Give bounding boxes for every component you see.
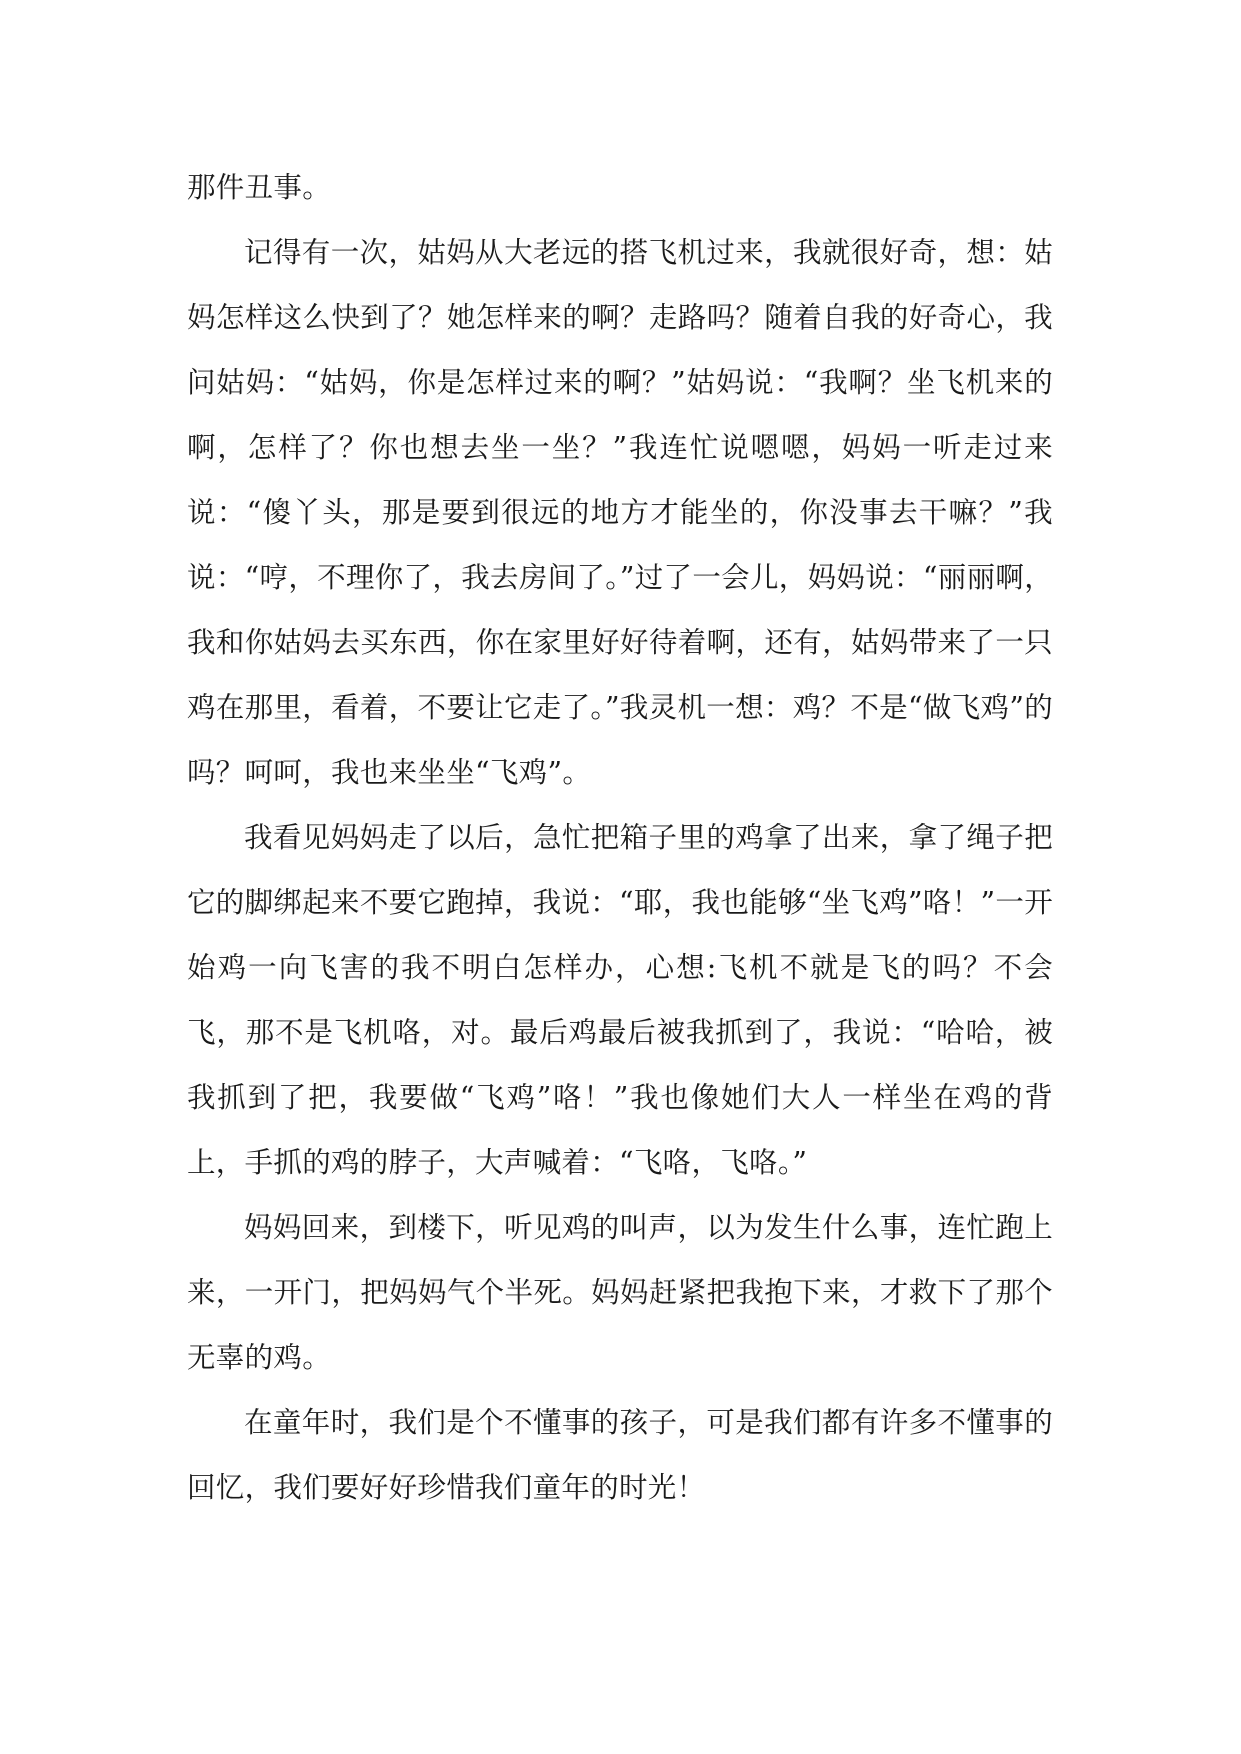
paragraph-continuation: 那件丑事。: [187, 171, 332, 204]
paragraph: 我看见妈妈走了以后，急忙把箱子里的鸡拿了出来，拿了绳子把它的脚绑起来不要它跑掉，我说：“耶，我也能够“坐飞鸡”咯！”一开始鸡一向飞害的我不明白怎样办，心想:飞机不就是飞的吗？不会飞，那不是飞机咯，对。最后鸡最后被我抓到了，我说：“哈哈，被我抓到了把，我要做“飞鸡”咯！”我也像她们大人一样坐在鸡的背上，手抓的鸡的脖子，大声喊着：“飞咯，飞咯。”: [187, 821, 1053, 1179]
paragraph: 妈妈回来，到楼下，听见鸡的叫声，以为发生什么事，连忙跑上来，一开门，把妈妈气个半死。妈妈赶紧把我抱下来，才救下了那个无辜的鸡。: [187, 1211, 1053, 1374]
document-body: [187, 155, 1053, 1520]
paragraph: 记得有一次，姑妈从大老远的搭飞机过来，我就很好奇，想：姑妈怎样这么快到了？她怎样来的啊？走路吗？随着自我的好奇心，我问姑妈：“姑妈，你是怎样过来的啊？”姑妈说：“我啊？坐飞机来的啊，怎样了？你也想去坐一坐？”我连忙说嗯嗯，妈妈一听走过来说：“傻丫头，那是要到很远的地方才能坐的，你没事去干嘛？”我说：“哼，不理你了，我去房间了。”过了一会儿，妈妈说：“丽丽啊，我和你姑妈去买东西，你在家里好好待着啊，还有，姑妈带来了一只鸡在那里，看着，不要让它走了。”我灵机一想：鸡？不是“做飞鸡”的吗？呵呵，我也来坐坐“飞鸡”。: [187, 236, 1053, 789]
paragraph: 在童年时，我们是个不懂事的孩子，可是我们都有许多不懂事的回忆，我们要好好珍惜我们童年的时光！: [187, 1406, 1053, 1504]
